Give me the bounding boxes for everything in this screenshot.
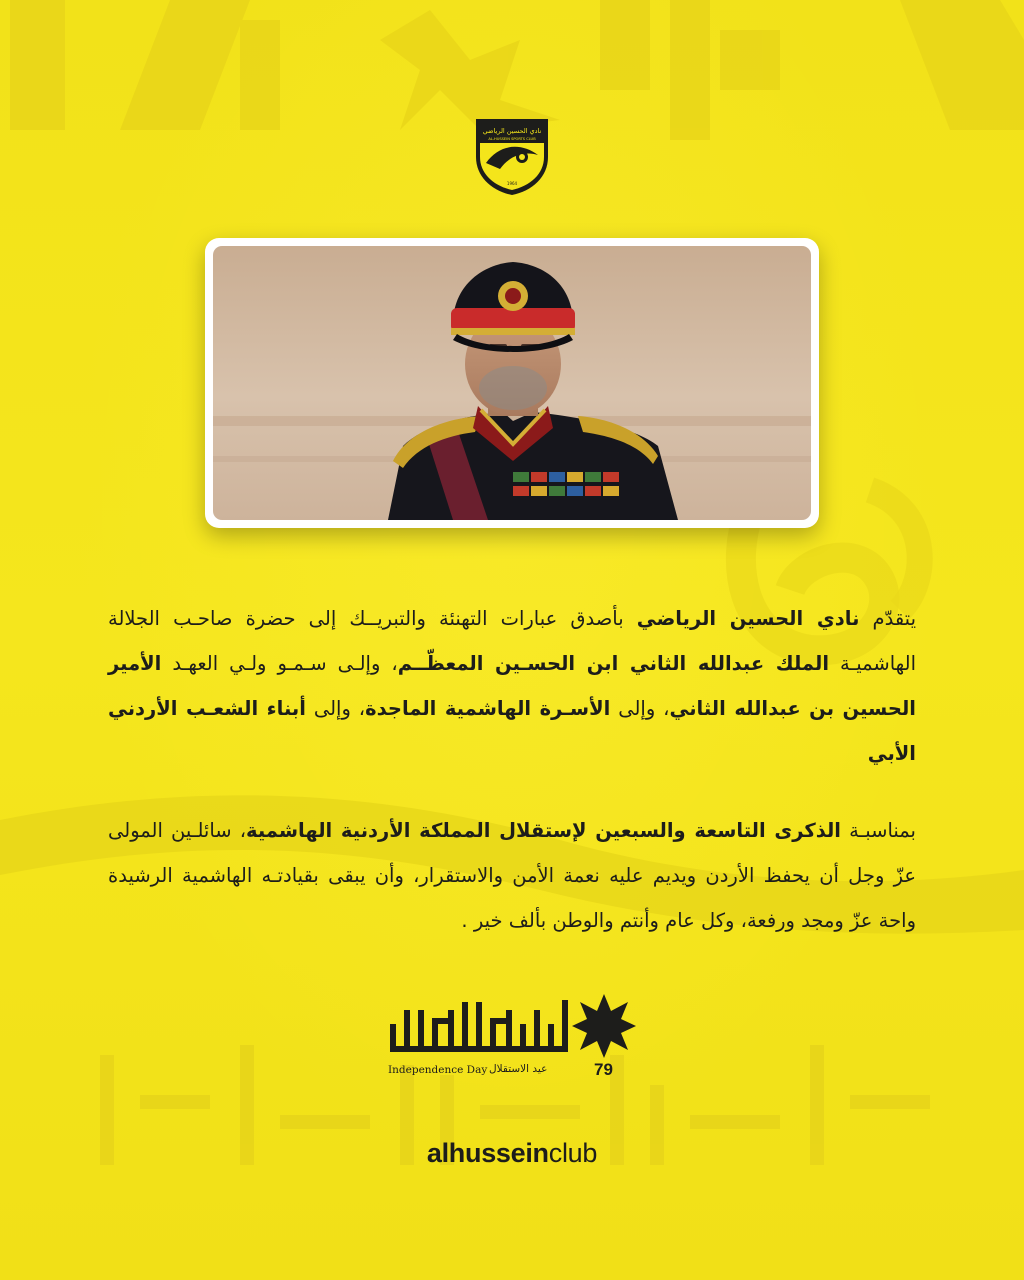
p1-text-1: يتقدّم <box>859 607 916 630</box>
p1-text-3: ، وإلـى سـمـو ولـي العهـد <box>161 652 398 675</box>
occasion-paragraph <box>108 808 916 943</box>
handle-bold: alhussein <box>426 1138 549 1168</box>
portrait-photo <box>213 246 811 520</box>
p1-bold-family: الأسـرة الهاشمية الماجدة <box>365 697 611 720</box>
photo-frame <box>205 238 819 528</box>
p1-bold-king: الملك عبدالله الثاني ابن الحسـين المعظّــم <box>397 652 830 675</box>
p2-bold-anniversary: الذكرى التاسعة والسبعين لإستقلال المملكة الأردنية الهاشمية <box>246 819 841 842</box>
club-crest-ar-text: نادي الحسين الرياضي <box>482 127 542 135</box>
p1-text-5: ، وإلى <box>305 697 366 720</box>
p1-bold-crown-prince: الأمير الحسين بن عبدالله الثاني <box>108 652 916 720</box>
social-handle <box>0 1138 1024 1169</box>
handle-regular: club <box>548 1138 598 1168</box>
independence-title-ar-mark <box>390 1000 568 1052</box>
p1-bold-people: أبناء الشعـب الأردني الأبي <box>108 697 916 765</box>
p2-text-1: بمناسبـة <box>840 819 916 842</box>
independence-subtitle-ar: عيد الاستقلال <box>489 1063 548 1075</box>
p1-bold-club: نادي الحسين الرياضي <box>636 607 860 630</box>
star-icon <box>572 994 636 1058</box>
p2-text-2: ، سائلـين المولى عزّ وجل أن يحفظ الأردن ويديم عليه نعمة الأمن والاستقرار، وأن يبقى بقيادتـه الهاشمية الرشيدة واحة عزّ ومجد ورفعة، وكل عام وأنتم والوطن بألف خير . <box>108 819 916 932</box>
independence-title-ar: استقلال <box>386 990 390 991</box>
p1-text-4: ، وإلى <box>610 697 670 720</box>
portrait-illustration <box>213 246 811 520</box>
club-crest-icon <box>470 113 554 197</box>
congratulations-paragraph <box>108 596 916 776</box>
club-crest-en-text: AL-HUSSEIN SPORTS CLUB <box>488 137 536 141</box>
club-crest-year: 1964 <box>506 181 518 186</box>
p1-text-2: بأصدق عبارات التهنئة والتبريــك إلى حضرة صاحـب الجلالة الهاشميـة <box>108 607 916 675</box>
independence-subtitle-en: Independence Day <box>388 1064 488 1076</box>
independence-number: 79 <box>594 1060 613 1079</box>
